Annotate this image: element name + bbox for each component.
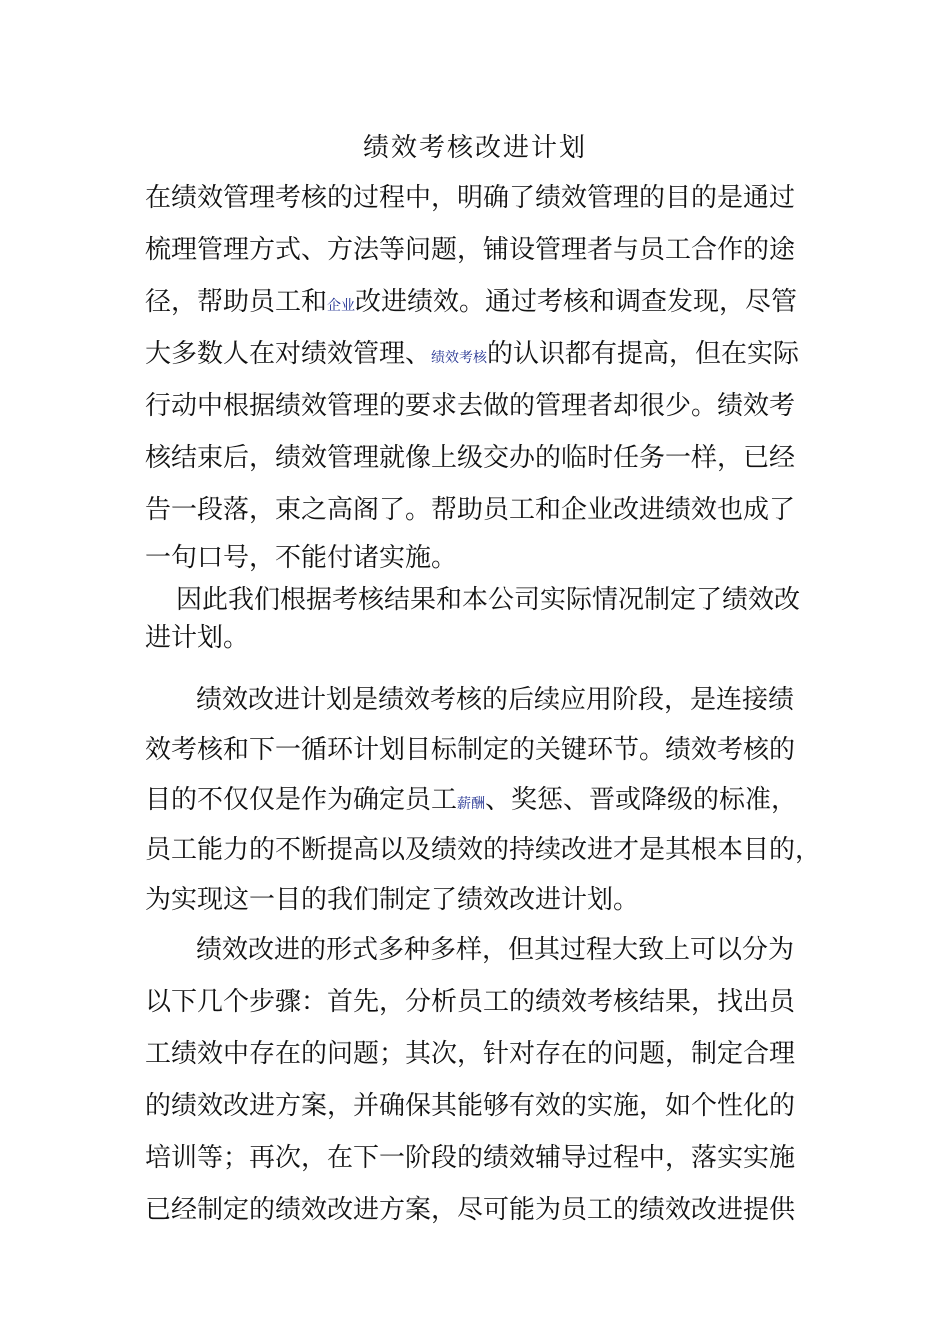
line-text: 的认识都有提高，但在实际 [487, 339, 800, 369]
paragraph-line: 培训等；再次，在下一阶段的绩效辅导过程中，落实实施 [145, 1143, 796, 1173]
keyword-link-enterprise[interactable]: 企业 [327, 298, 356, 314]
paragraph-line [145, 282, 797, 322]
paragraph-line: 梳理管理方式、方法等问题，铺设管理者与员工合作的途 [145, 235, 796, 265]
paragraph-line: 绩效改进的形式多种多样，但其过程大致上可以分为 [196, 935, 795, 965]
paragraph-line [145, 334, 799, 374]
paragraph-line: 核结束后，绩效管理就像上级交办的临时任务一样，已经 [145, 443, 796, 473]
paragraph-line: 工绩效中存在的问题；其次，针对存在的问题，制定合理 [145, 1039, 796, 1069]
line-text: 径，帮助员工和 [145, 287, 328, 317]
line-text: 目的不仅仅是作为确定员工 [145, 785, 458, 815]
paragraph-line: 行动中根据绩效管理的要求去做的管理者却很少。绩效考 [145, 391, 796, 421]
paragraph-line [145, 780, 797, 820]
paragraph-line: 的绩效改进方案，并确保其能够有效的实施，如个性化的 [145, 1091, 796, 1121]
paragraph-line: 在绩效管理考核的过程中，明确了绩效管理的目的是通过 [145, 183, 796, 213]
keyword-link-salary[interactable]: 薪酬 [457, 796, 486, 812]
paragraph-line: 效考核和下一循环计划目标制定的关键环节。绩效考核的 [145, 735, 796, 765]
line-text: 大多数人在对绩效管理、 [145, 339, 432, 369]
paragraph-line: 绩效改进计划是绩效考核的后续应用阶段，是连接绩 [196, 685, 795, 715]
line-text: 、奖惩、晋或降级的标准， [485, 785, 798, 815]
document-title: 绩效考核改进计划 [362, 133, 587, 163]
paragraph-line: 一句口号，不能付诸实施。 [145, 543, 458, 573]
keyword-link-performance-appraisal[interactable]: 绩效考核 [431, 350, 488, 366]
paragraph-line: 已经制定的绩效改进方案，尽可能为员工的绩效改进提供 [145, 1195, 796, 1225]
paragraph-line: 为实现这一目的我们制定了绩效改进计划。 [145, 885, 640, 915]
paragraph-line: 因此我们根据考核结果和本公司实际情况制定了绩效改 [176, 585, 801, 615]
paragraph-line: 员工能力的不断提高以及绩效的持续改进才是其根本目的， [145, 835, 822, 865]
paragraph-line: 告一段落，束之高阁了。帮助员工和企业改进绩效也成了 [145, 495, 796, 525]
paragraph-line: 进计划。 [145, 623, 250, 653]
line-text: 改进绩效。通过考核和调查发现，尽管 [355, 287, 798, 317]
paragraph-line: 以下几个步骤：首先，分析员工的绩效考核结果，找出员 [145, 987, 796, 1017]
